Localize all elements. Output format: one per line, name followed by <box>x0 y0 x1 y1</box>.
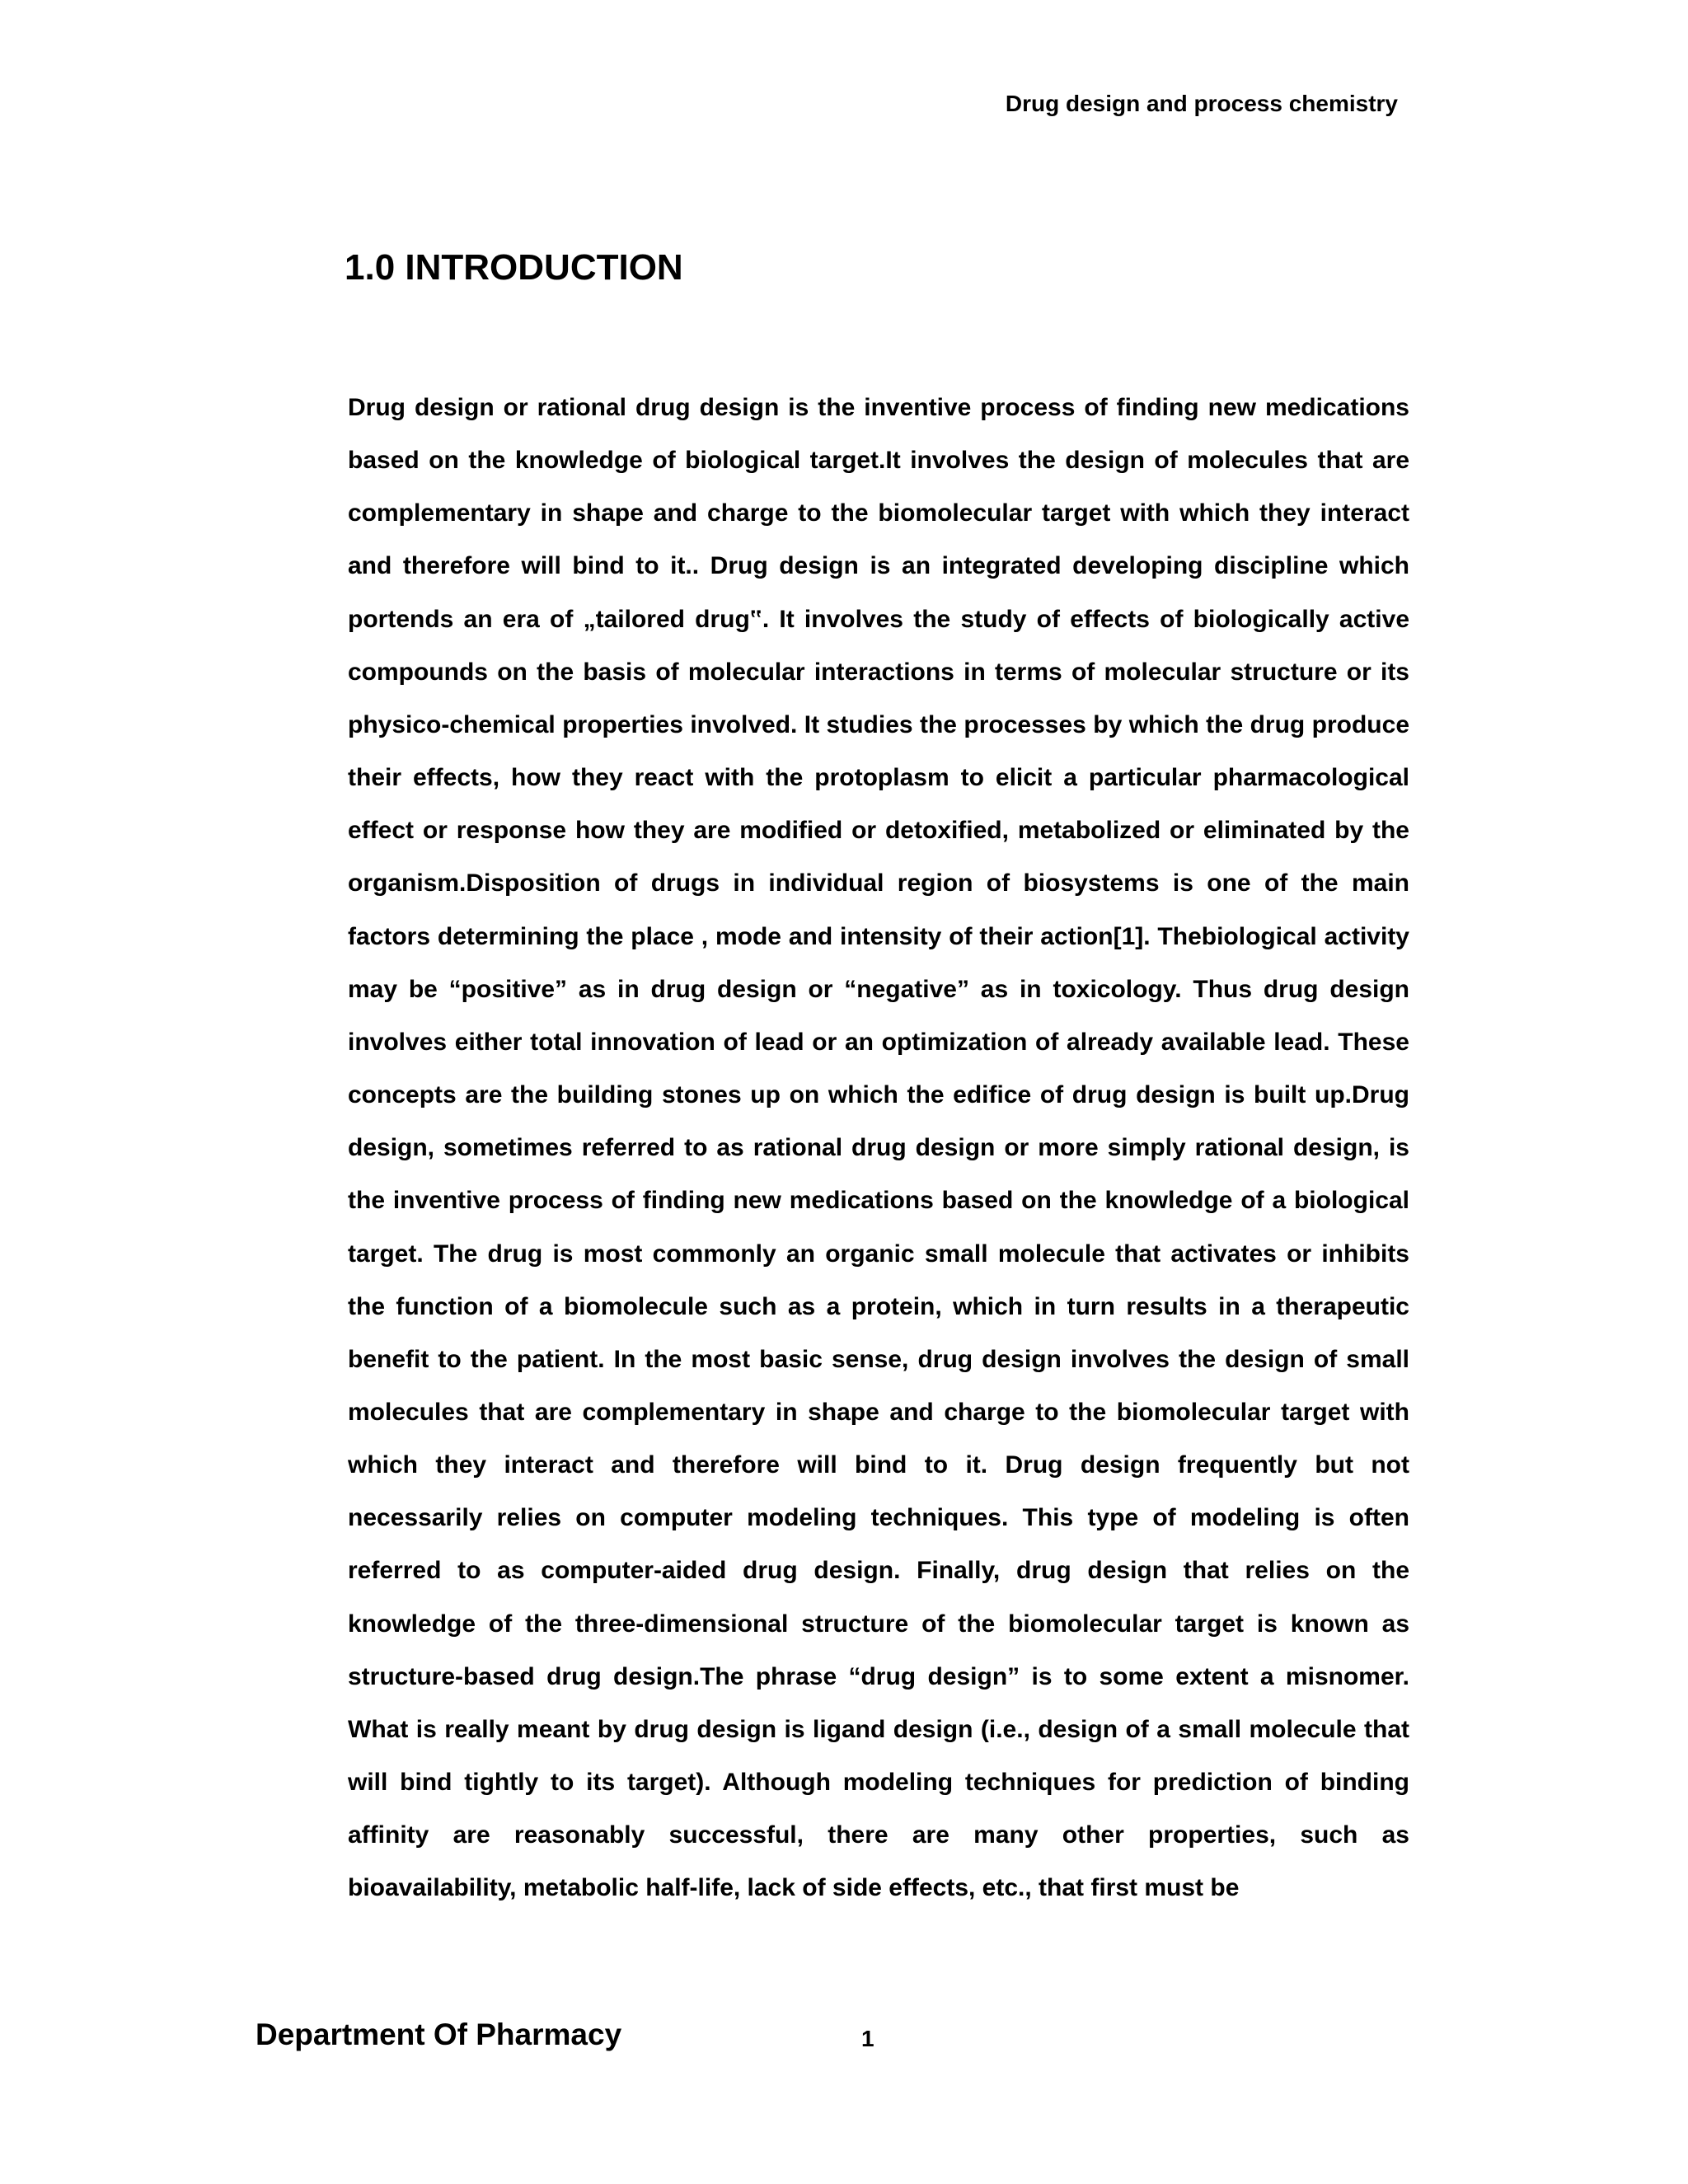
footer-department: Department Of Pharmacy <box>256 2018 622 2051</box>
section-title: 1.0 INTRODUCTION <box>345 247 683 288</box>
running-header: Drug design and process chemistry <box>1005 91 1398 116</box>
page-number: 1 <box>861 2026 874 2051</box>
body-paragraph: Drug design or rational drug design is the inventive process of finding new medications based on the knowledge of biological target.It involves the design of molecules that are complementary in shape and charge to the biomolecular target with which they interact and therefore will bind to it.. Drug design is an integrated developing discipline which portends an era of „tailored drug‟. It involves the study of effects of biologically active compounds on the basis of molecular interactions in terms of molecular structure or its physico-chemical properties involved. It studies the processes by which the drug produce their effects, how they react with the protoplasm to elicit a particular pharmacological effect or response how they are modified or detoxified, metabolized or eliminated by the organism.Disposition of drugs in individual region of biosystems is one of the main factors determining the place , mode and intensity of their action[1]. Thebiological activity may be “positive” as in drug design or “negative” as in toxicology. Thus drug design involves either total innovation of lead or an optimization of already available lead. These concepts are the building stones up on which the edifice of drug design is built up.Drug design, sometimes referred to as rational drug design or more simply rational design, is the inventive process of finding new medications based on the knowledge of a biological target. The drug is most commonly an organic small molecule that activates or inhibits the function of a biomolecule such as a protein, which in turn results in a therapeutic benefit to the patient. In the most basic sense, drug design involves the design of small molecules that are complementary in shape and charge to the biomolecular target with which they interact and therefore will bind to it. Drug design frequently but not necessarily relies on computer modeling techniques. This type of modeling is often referred to as computer-aided drug design. Finally, drug design that relies on the knowledge of the three-dimensional structure of the biomolecular target is known as structure-based drug design.The phrase “drug design” is to some extent a misnomer. What is really meant by drug design is ligand design (i.e., design of a small molecule that will bind tightly to its target). Although modeling techniques for prediction of binding affinity are reasonably successful, there are many other properties, such as bioavailability, metabolic half-life, lack of side effects, etc., that first must be <box>348 394 1409 1902</box>
